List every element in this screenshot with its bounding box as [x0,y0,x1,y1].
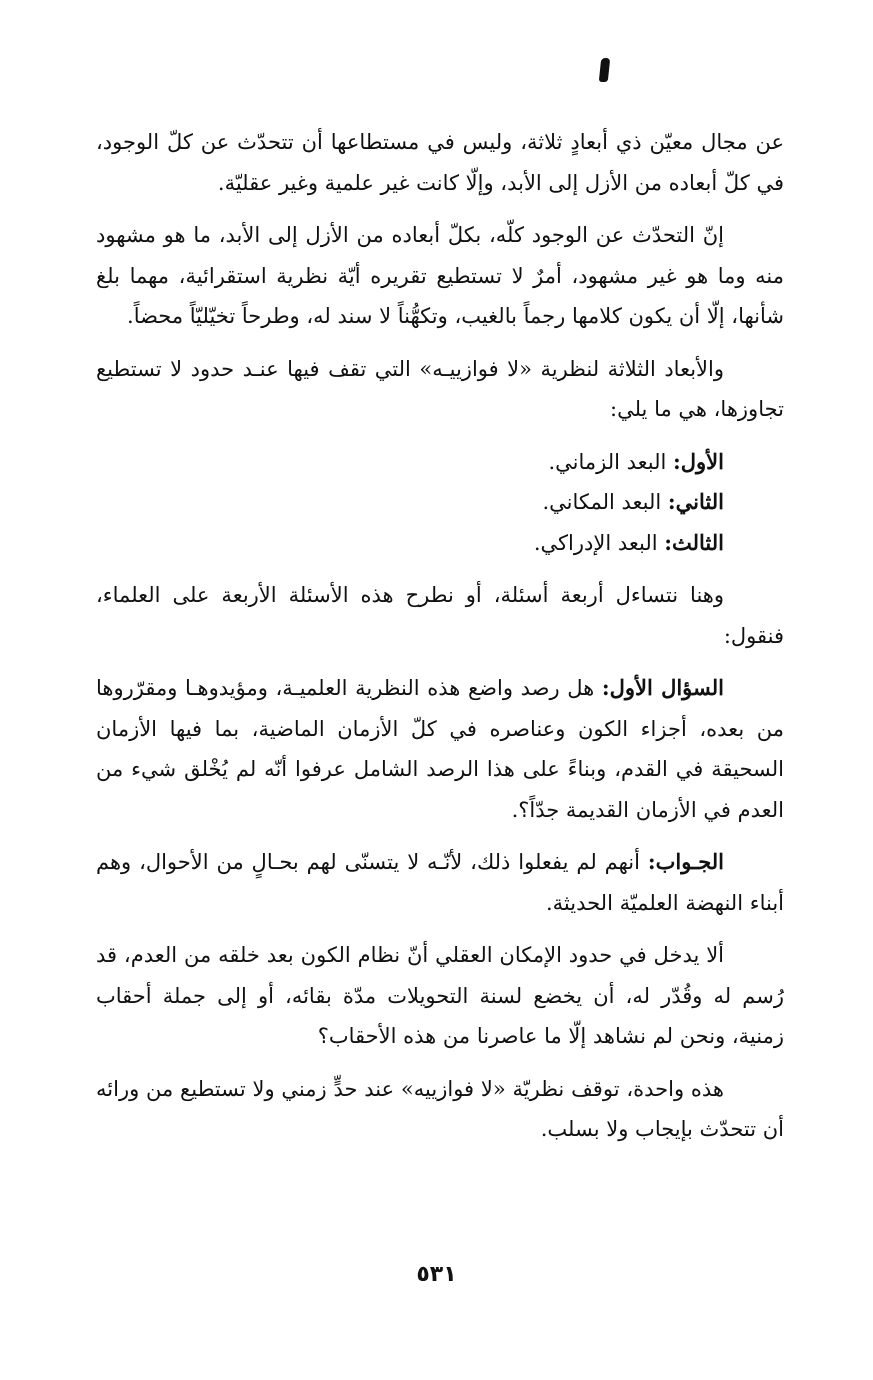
page-number: ٥٣١ [416,1262,457,1287]
answer-text: أنهم لم يفعلوا ذلك، لأنّـه لا يتسنّى لهم بحـالٍ من الأحوال، وهم أبناء النهضة العلميّة الحديثة. [96,850,784,915]
paragraph-three-dimensions: والأبعاد الثلاثة لنظرية «لا فوازييـه» التي تقف فيها عنـد حدود لا تستطيع تجاوزها، هي ما يلي: [96,356,784,421]
dimension-label: الثاني: [667,489,724,514]
dimension-item-second [96,482,784,523]
paragraph-continuation: عن مجال معيّن ذي أبعادٍ ثلاثة، وليس في مستطاعها أن تتحدّث عن كلّ الوجود، في كلّ أبعاده من الأزل إلى الأبد، وإلّا كانت غير علمية وغير عقليّة. [96,130,784,195]
paragraph-four-questions: وهنا نتساءل أربعة أسئلة، أو نطرح هذه الأسئلة الأربعة على العلماء، فنقول: [96,583,784,648]
dimensions-list [96,442,784,564]
dimension-text: البعد الإدراكي. [533,530,665,555]
top-ink-mark [599,58,611,82]
dimension-item-first [96,442,784,483]
dimension-label: الأول: [673,448,724,474]
dimension-item-third [96,523,784,564]
dimension-text: البعد الزماني. [548,449,674,474]
body-text [96,122,784,1162]
paragraph-existence: إنّ التحدّث عن الوجود كلّه، بكلّ أبعاده من الأزل إلى الأبد، ما هو مشهود منه وما هو غير مشهود، أمرٌ لا تستطيع تقريره أيّة نظرية استقرائية، مهما بلغ شأنها، إلّا أن يكون كلامها رجماً بالغيب، وتكهُّناً لا سند له، وطرحاً تخيّليّاً محضاً. [96,223,784,328]
paragraph-question-one [96,668,784,830]
question-label: السؤال الأول: [601,675,725,700]
answer-label: الجـواب: [647,849,724,874]
paragraph-answer-one [96,842,784,923]
dimension-label: الثالث: [664,529,724,555]
paragraph-possibility: ألا يدخل في حدود الإمكان العقلي أنّ نظام الكون بعد خلقه من العدم، قد رُسم له وقُدّر له، أن يخضع لسنة التحويلات مدّة بقائه، أو إلى جملة أحقاب زمنية، ونحن لم نشاهد إلّا ما عاصرنا من هذه الأحقاب؟ [96,943,784,1048]
paragraph-conclusion: هذه واحدة، توقف نظريّة «لا فوازييه» عند حدٍّ زمني ولا تستطيع من ورائه أن تتحدّث بإيجاب ولا بسلب. [96,1076,784,1141]
question-text: هل رصد واضع هذه النظرية العلميـة، ومؤيدوهـا ومقرّروها من بعده، أجزاء الكون وعناصره في كلّ الأزمان الماضية، بما فيها الأزمان السحيقة في القدم، وبناءً على هذا الرصد الشامل عرفوا أنّه لم يُخْلق شيء من العدم في الأزمان القديمة جدّاً؟. [96,676,784,822]
dimension-text: البعد المكاني. [542,490,668,514]
